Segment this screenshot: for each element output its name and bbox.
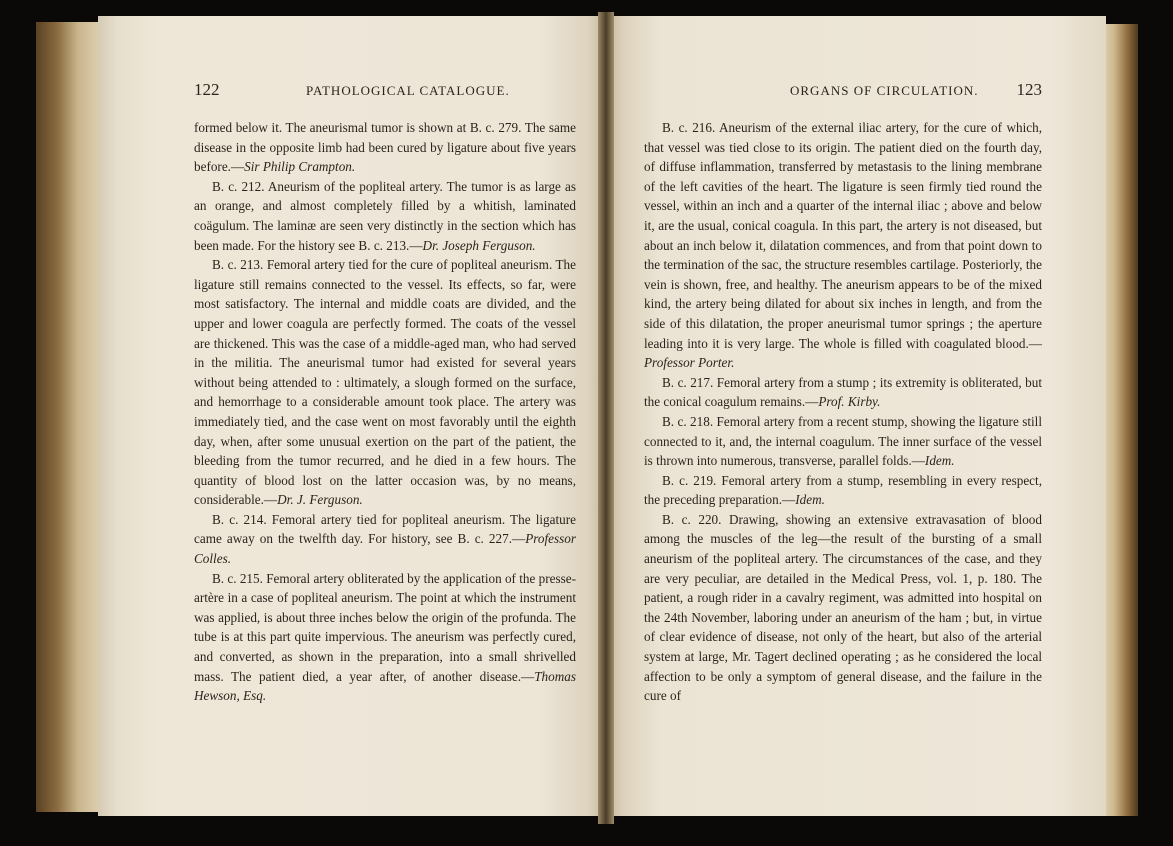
paragraph: B. c. 218. Femoral artery from a recent stump, showing the ligature still connected to it, and, the internal coagulum. The inner surface of the vessel is thrown into numerous, transverse, parallel folds.—Idem. <box>644 413 1042 469</box>
paragraph: B. c. 217. Femoral artery from a stump ; its extremity is obliterated, but the conical coagulum remains.—Prof. Kirby. <box>644 374 1042 410</box>
left-page-number: 122 <box>194 80 220 99</box>
right-running-head: ORGANS OF CIRCULATION. <box>790 83 979 98</box>
right-page <box>610 16 1106 816</box>
attribution: Idem. <box>924 453 955 469</box>
paragraph: B. c. 212. Aneurism of the popliteal artery. The tumor is as large as an orange, and almost completely filled by a whitish, laminated coägulum. The laminæ are seen very distinctly in the section which has been made. For the history see B. c. 213.—Dr. Joseph Ferguson. <box>194 178 576 253</box>
open-book <box>36 12 1138 834</box>
paragraph: B. c. 219. Femoral artery from a stump, resembling in every respect, the preceding preparation.—Idem. <box>644 472 1042 508</box>
paragraph: B. c. 213. Femoral artery tied for the cure of popliteal aneurism. The ligature still remains connected to the vessel. Its effects, so far, were most satisfactory. The internal and middle coats are divided, and the upper and lower coagula are perfectly formed. The coats of the vessel are thickened. This was the case of a middle-aged man, who had served in the militia. The aneurismal tumor had existed for several years without being attended to : ultimately, a slough formed on the surface, and hemorrhage to a considerable amount took place. The artery was immediately tied, and the case went on most favorably until the eighth day, when, after some unusual exertion on the part of the patient, the bleeding from the tumor recurred, and he died in a few hours. The quantity of blood lost on the latter occasion was, by no means, considerable.—Dr. J. Ferguson. <box>194 257 576 508</box>
attribution: Idem. <box>795 492 825 508</box>
left-page-stack-edge <box>36 22 106 812</box>
left-running-head: PATHOLOGICAL CATALOGUE. <box>306 83 510 98</box>
attribution: Sir Philip Crampton. <box>244 159 356 175</box>
right-page-number: 123 <box>1016 80 1042 99</box>
left-page <box>98 16 603 816</box>
left-page-body <box>194 118 576 706</box>
attribution: Dr. Joseph Ferguson. <box>422 237 536 253</box>
right-page-body <box>644 118 1042 706</box>
left-running-header <box>194 80 576 100</box>
paragraph: B. c. 214. Femoral artery tied for popliteal aneurism. The ligature came away on the twelfth day. For history, see B. c. 227.—Professor Colles. <box>194 511 576 567</box>
attribution: Dr. J. Ferguson. <box>277 492 363 508</box>
book-gutter <box>598 12 614 824</box>
paragraph: B. c. 220. Drawing, showing an extensive extravasation of blood among the muscles of the leg—the result of the bursting of a small aneurism of the popliteal artery. The circumstances of the case, and they are very peculiar, are detailed in the Medical Press, vol. 1, p. 180. The patient, a rough rider in a cavalry regiment, was admitted into hospital on the 24th November, laboring under an aneurism of the ham ; but, in virtue of clear evidence of disease, not only of the heart, but also of the arterial system at large, Mr. Tagert declined operating ; as he considered the local affection to be only a symptom of general disease, and the failure in the cure of <box>644 511 1042 704</box>
attribution: Professor Porter. <box>644 355 735 371</box>
paragraph: B. c. 215. Femoral artery obliterated by the application of the presse-artère in a case of popliteal aneurism. The point at which the instrument was applied, is about three inches below the origin of the profunda. The tube is at this part quite impervious. The aneurism was perfectly cured, and converted, as shown in the preparation, into a small shrivelled mass. The patient died, a year after, of another disease.—Thomas Hewson, Esq. <box>194 570 577 704</box>
attribution: Professor Colles. <box>194 531 576 567</box>
paragraph: B. c. 216. Aneurism of the external iliac artery, for the cure of which, that vessel was tied close to its origin. The patient died on the fourth day, of diffuse inflammation, transferred by metastasis to the lining membrane of the left cavities of the heart. The ligature is seen firmly tied round the vessel, within an inch and a quarter of the internal iliac ; above and below it, are the usual, conical coagula. In this part, the artery is not diseased, but about an inch below it, dilatation commences, and from that point down to the termination of the sac, the structure resembles cartilage. Posteriorly, the vein is shown, free, and healthy. The aneurism appears to be of the mixed kind, the artery being dilated for about six inches in length, and from the side of this dilatation, the proper aneurismal tumor springs ; the aperture leading into it is very large. The whole is filled with coagulated blood.—Professor Porter. <box>644 120 1042 371</box>
attribution: Thomas Hewson, Esq. <box>194 668 576 704</box>
attribution: Prof. Kirby. <box>818 394 881 410</box>
paragraph: formed below it. The aneurismal tumor is shown at B. c. 279. The same disease in the opposite limb had been cured by ligature about five years before.—Sir Philip Crampton. <box>194 120 576 175</box>
